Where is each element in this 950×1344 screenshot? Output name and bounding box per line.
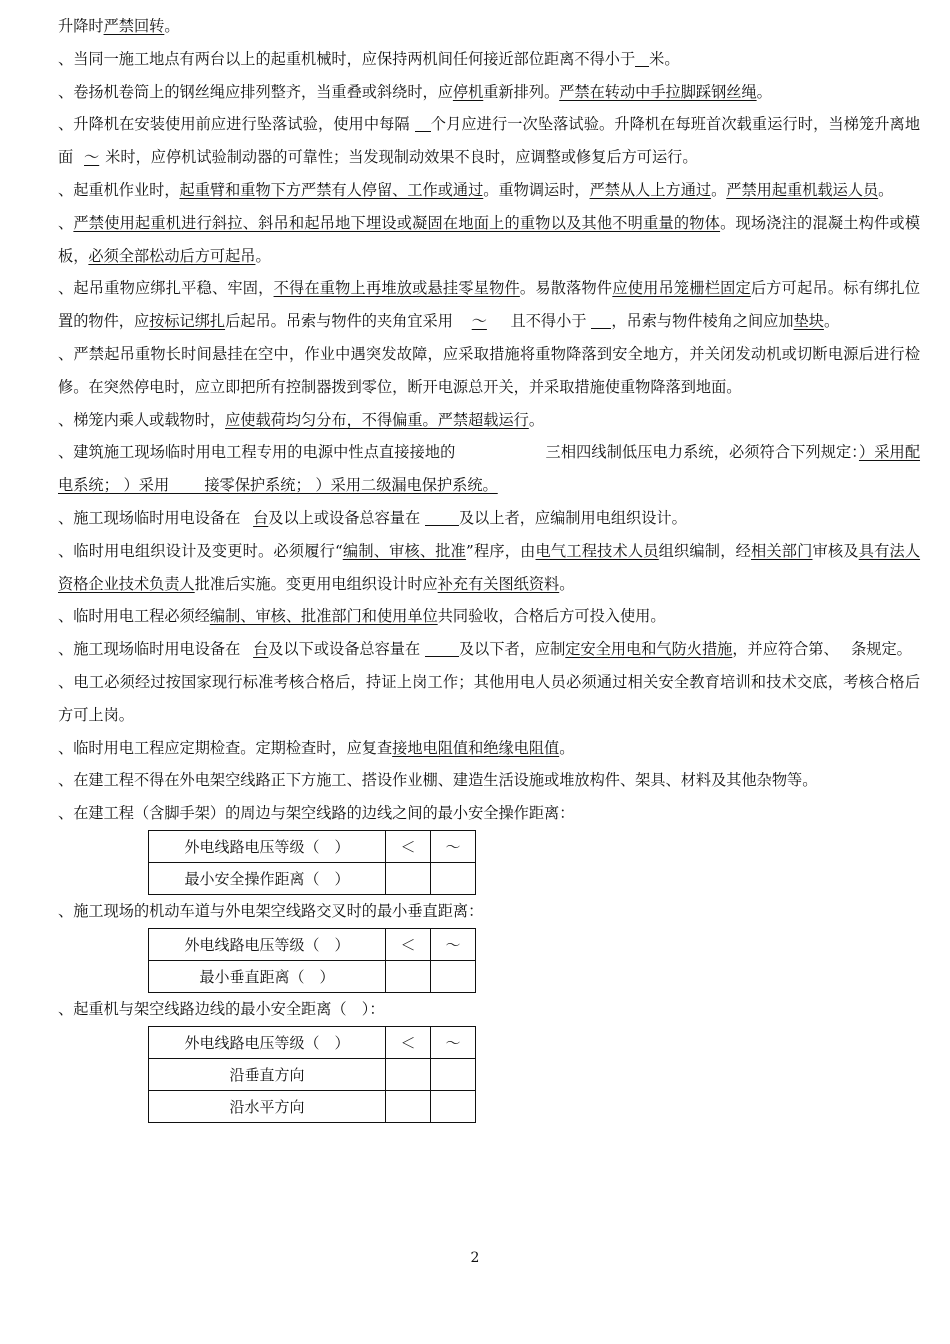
para-3: 、卷扬机卷筒上的钢丝绳应排列整齐，当重叠或斜绕时，应停机重新排列。严禁在转动中手拉脚踩钢丝绳。 <box>58 82 772 101</box>
para-1: 升降时严禁回转。 <box>58 17 180 35</box>
document-page <box>58 10 920 1123</box>
table-2-caption: 、施工现场的机动车道与外电架空线路交叉时的最小垂直距离： <box>58 901 484 920</box>
para-13: 、临时用电工程必须经编制、审核、批准部门和使用单位共同验收，合格后方可投入使用。 <box>58 607 666 626</box>
table-3-caption: 、起重机与架空线路边线的最小安全距离（ ）： <box>58 999 385 1018</box>
para-7: 、起吊重物应绑扎平稳、牢固，不得在重物上再堆放或悬挂零星物件。易散落物件应使用吊笼栅栏固定后方可起吊。标有绑扎位置的物件，应按标记绑扎后起吊。吊索与物件的夹角宜采用 ～ 且不得小于 ，吊索与物件棱角之间应加垫块。 <box>58 279 921 331</box>
table-1-caption: 、在建工程（含脚手架）的周边与架空线路的边线之间的最小安全操作距离： <box>58 804 575 823</box>
fill-blank <box>425 508 459 526</box>
para-11: 、施工现场临时用电设备在 台及以上或设备总容量在 及以上者，应编制用电组织设计。 <box>58 508 687 527</box>
para-15: 、电工必须经过按国家现行标准考核合格后，持证上岗工作；其他用电人员必须通过相关安全教育培训和技术交底，考核合格后方可上岗。 <box>58 672 920 724</box>
fill-blank <box>425 639 459 657</box>
para-16: 、临时用电工程应定期检查。定期检查时，应复查接地电阻值和绝缘电阻值。 <box>58 738 575 757</box>
para-4: 、升降机在安装使用前应进行坠落试验，使用中每隔 个月应进行一次坠落试验。升降机在每班首次载重运行时，当梯笼升离地面 ～ 米时，应停机试验制动器的可靠性；当发现制动效果不良时，应调整或修复后方可运行。 <box>58 115 921 167</box>
para-5: 、起重机作业时，起重臂和重物下方严禁有人停留、工作或通过。重物调运时，严禁从人上方通过。严禁用起重机载运人员。 <box>58 180 894 199</box>
para-17: 、在建工程不得在外电架空线路正下方施工、搭设作业棚、建造生活设施或堆放构件、架具、材料及其他杂物等。 <box>58 771 818 790</box>
table-row: 沿垂直方向 <box>149 1058 476 1090</box>
para-12: 、临时用电组织设计及变更时。必须履行“编制、审核、批准”程序，由电气工程技术人员组织编制，经相关部门审核及具有法人资格企业技术负责人批准后实施。变更用电组织设计时应补充有关图纸资料。 <box>58 541 921 593</box>
table-row: 最小垂直距离（ ） <box>149 960 476 992</box>
para-8: 、严禁起吊重物长时间悬挂在空中，作业中遇突发故障，应采取措施将重物降落到安全地方，并关闭发动机或切断电源后进行检修。在突然停电时，应立即把所有控制器拨到零位，断开电源总开关，并采取措施使重物降落到地面。 <box>58 344 920 396</box>
para-6: 、严禁使用起重机进行斜拉、斜吊和起吊地下埋设或凝固在地面上的重物以及其他不明重量的物体。现场浇注的混凝土构件或模板，必须全部松动后方可起吊。 <box>58 213 921 265</box>
page-number: 2 <box>470 1250 480 1266</box>
fill-blank <box>415 114 431 132</box>
para-2: 、当同一施工地点有两台以上的起重机械时，应保持两机间任何接近部位距离不得小于 米。 <box>58 49 680 68</box>
para-10: 、建筑施工现场临时用电工程专用的电源中性点直接接地的 三相四线制低压电力系统，必须符合下列规定：）采用配电系统； ）采用 接零保护系统； ）采用二级漏电保护系统。 <box>58 443 921 495</box>
table-1-min-safe-operating-distance <box>148 830 476 895</box>
fill-blank <box>591 311 611 329</box>
table-row: 外电线路电压等级（ ） ＜ ～ <box>149 830 476 862</box>
table-row: 外电线路电压等级（ ） ＜ ～ <box>149 928 476 960</box>
table-row: 沿水平方向 <box>149 1090 476 1122</box>
para-14: 、施工现场临时用电设备在 台及以下或设备总容量在 及以下者，应制定安全用电和气防火措施，并应符合第、 条规定。 <box>58 640 912 659</box>
para-9: 、梯笼内乘人或载物时，应使载荷均匀分布，不得偏重。严禁超载运行。 <box>58 410 544 429</box>
fill-blank <box>635 49 649 67</box>
table-3-crane-safe-distance <box>148 1026 476 1123</box>
table-row: 外电线路电压等级（ ） ＜ ～ <box>149 1026 476 1058</box>
table-row: 最小安全操作距离（ ） <box>149 862 476 894</box>
table-2-min-vertical-distance <box>148 928 476 993</box>
